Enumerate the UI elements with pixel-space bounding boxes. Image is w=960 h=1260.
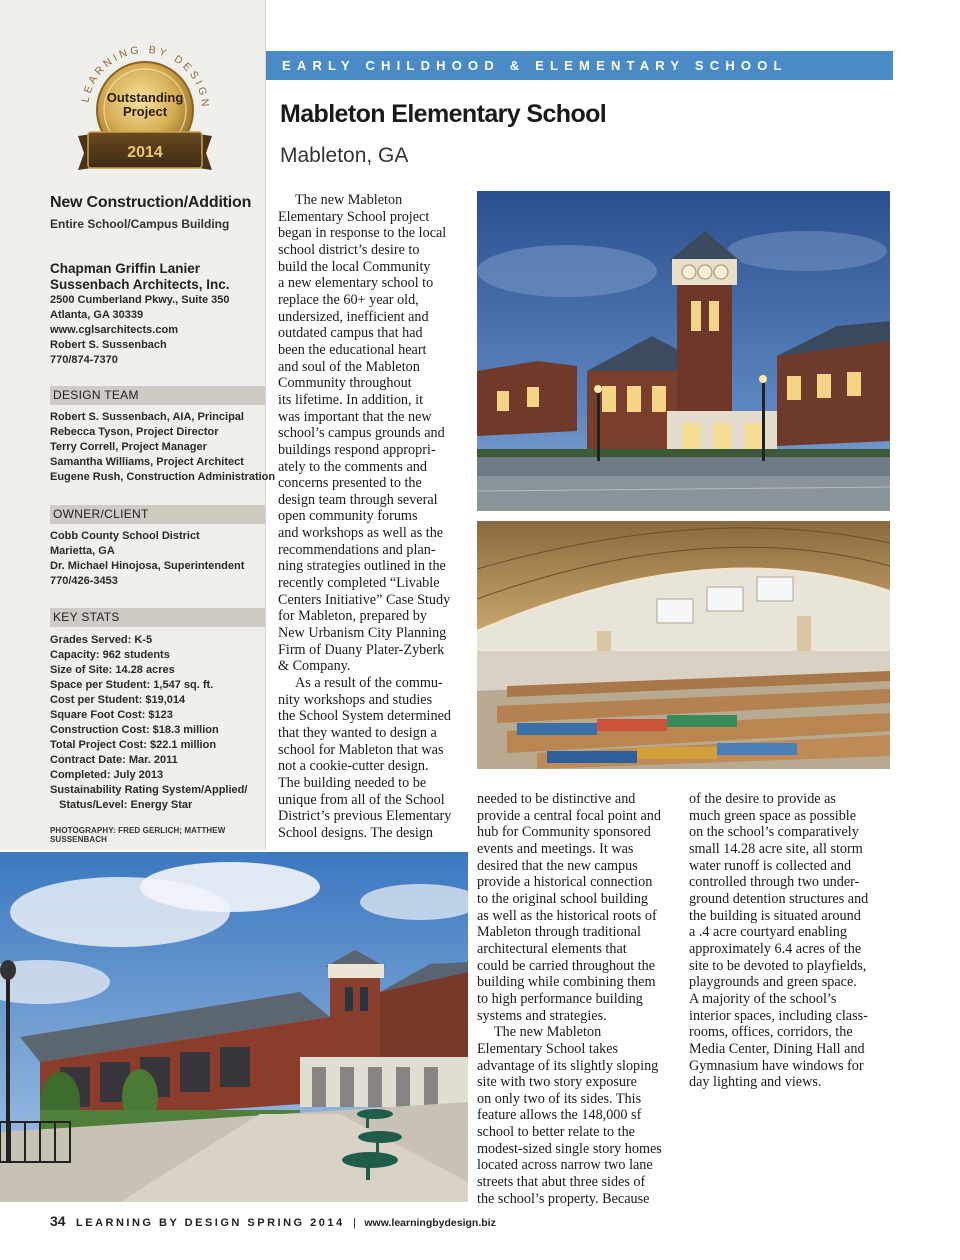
team-member: Rebecca Tyson, Project Director: [50, 426, 219, 438]
badge-year: 2014: [127, 144, 163, 161]
stat-line: Capacity: 962 students: [50, 649, 170, 661]
firm-block: [50, 261, 262, 368]
paragraph: needed to be distinctive and provide a central focal point and hub for Community sponsored events and meetings. It was desired that the new campus provide a historical connection to the original school building as well as the historical roots of Mableton through traditional architectural elements that could be carried throughout the building while combining them to high performance building systems and strategies.: [477, 791, 661, 1024]
photo-courtyard: [0, 852, 468, 1202]
photo-exterior-dusk: [477, 191, 890, 511]
stat-line: Size of Site: 14.28 acres: [50, 664, 175, 676]
stat-line: Status/Level: Energy Star: [59, 799, 193, 811]
firm-address: 2500 Cumberland Pkwy., Suite 350: [50, 294, 230, 306]
stat-line: Completed: July 2013: [50, 769, 164, 781]
page-number: 34: [50, 1213, 66, 1229]
firm-contact: Robert S. Sussenbach: [50, 339, 167, 351]
key-stats-header: KEY STATS: [50, 608, 265, 627]
badge-arc-text: LEARNING BY DESIGN: [79, 43, 212, 111]
firm-phone: 770/874-7370: [50, 354, 118, 366]
team-member: Robert S. Sussenbach, AIA, Principal: [50, 411, 244, 423]
owner-list: [50, 529, 262, 589]
stat-line: Total Project Cost: $22.1 million: [50, 739, 217, 751]
firm-name-1: Chapman Griffin Lanier: [50, 261, 201, 276]
footer-url[interactable]: www.learningbydesign.biz: [364, 1217, 496, 1229]
body-column-3: [689, 791, 894, 1091]
category-title: New Construction/Addition: [50, 194, 252, 211]
paragraph: The new Mableton Elementary School takes advantage of its slightly sloping site with two story exposure on only two of its sides. This feature allows the 148,000 sf school to better relate to the modest-sized single story homes located across narrow two lane streets that abut three sides of the school’s property. Because: [477, 1024, 662, 1207]
team-member: Eugene Rush, Construction Administration: [50, 471, 276, 483]
owner-header: OWNER/CLIENT: [50, 505, 265, 524]
firm-name-2: Sussenbach Architects, Inc.: [50, 277, 230, 292]
building-dusk-image: [477, 191, 890, 511]
stat-line: Sustainability Rating System/Applied/: [50, 784, 248, 796]
library-interior-image: [477, 521, 890, 769]
owner-line: Cobb County School District: [50, 530, 200, 542]
badge-line1: Outstanding: [106, 90, 184, 105]
badge-line2: Project: [122, 104, 168, 119]
firm-website: www.cglsarchitects.com: [50, 324, 178, 336]
page-location: Mableton, GA: [280, 144, 409, 167]
key-stats-list: [50, 633, 262, 813]
body-column-2: [477, 791, 682, 1207]
photo-media-center: [477, 521, 890, 769]
paragraph: The new Mableton Elementary School project began in response to the local school district’s desire to build the local Community a new elementary school to replace the 60+ year old, undersized, inefficient and outdated campus that had been the educational heart and soul of the Mableton Community throughout its lifetime. In addition, it was important that the new school’s campus grounds and buildings respond appropri- ately to the comments and concerns presented to the design team through several open community forums and workshops as well as the recommendations and plan- ning strategies outlined in the recently completed “Livable Centers Initiative” Case Study for Mableton, prepared by New Urbanism City Planning Firm of Duany Plater-Zyberk & Company.: [278, 192, 451, 675]
section-banner: EARLY CHILDHOOD & ELEMENTARY SCHOOL: [266, 51, 893, 80]
body-column-1: [278, 192, 468, 842]
team-member: Terry Correll, Project Manager: [50, 441, 207, 453]
footer-separator: |: [353, 1217, 356, 1229]
stat-line: Cost per Student: $19,014: [50, 694, 186, 706]
page-footer: [50, 1213, 496, 1231]
stat-line: Contract Date: Mar. 2011: [50, 754, 178, 766]
paragraph: of the desire to provide as much green space as possible on the school’s comparatively small 14.28 acre site, all storm water runoff is collected and controlled through two under- ground detention structures and the building is situated around a .4 acre courtyard enabling approximately 6.4 acres of the site to be devoted to playfields, playgrounds and green space. A majority of the school’s interior spaces, including class- rooms, offices, corridors, the Media Center, Dining Hall and Gymnasium have windows for day lighting and views.: [689, 791, 869, 1091]
design-team-list: [50, 410, 276, 485]
paragraph: As a result of the commu- nity workshops and studies the School System determined that they wanted to design a school for Mableton that was not a cookie-cutter design. The building needed to be unique from all of the School District’s previous Elementary School designs. The design: [278, 675, 452, 841]
owner-line: Marietta, GA: [50, 545, 115, 557]
award-badge: [70, 30, 220, 180]
magazine-title: LEARNING BY DESIGN SPRING 2014: [76, 1217, 345, 1229]
award-seal-icon: [70, 30, 220, 180]
design-team-header: DESIGN TEAM: [50, 386, 265, 405]
stat-line: Grades Served: K-5: [50, 634, 153, 646]
page-title: Mableton Elementary School: [280, 100, 607, 128]
stat-line: Space per Student: 1,547 sq. ft.: [50, 679, 214, 691]
sidebar: [0, 0, 276, 850]
courtyard-image: [0, 852, 468, 1202]
photo-credit: PHOTOGRAPHY: FRED GERLICH; MATTHEW SUSSENBACH: [50, 826, 226, 844]
category-block: [50, 193, 262, 232]
team-member: Samantha Williams, Project Architect: [50, 456, 244, 468]
firm-city: Atlanta, GA 30339: [50, 309, 144, 321]
owner-line: 770/426-3453: [50, 575, 118, 587]
stat-line: Square Foot Cost: $123: [50, 709, 173, 721]
stat-line: Construction Cost: $18.3 million: [50, 724, 219, 736]
owner-line: Dr. Michael Hinojosa, Superintendent: [50, 560, 245, 572]
subcategory: Entire School/Campus Building: [50, 217, 230, 231]
